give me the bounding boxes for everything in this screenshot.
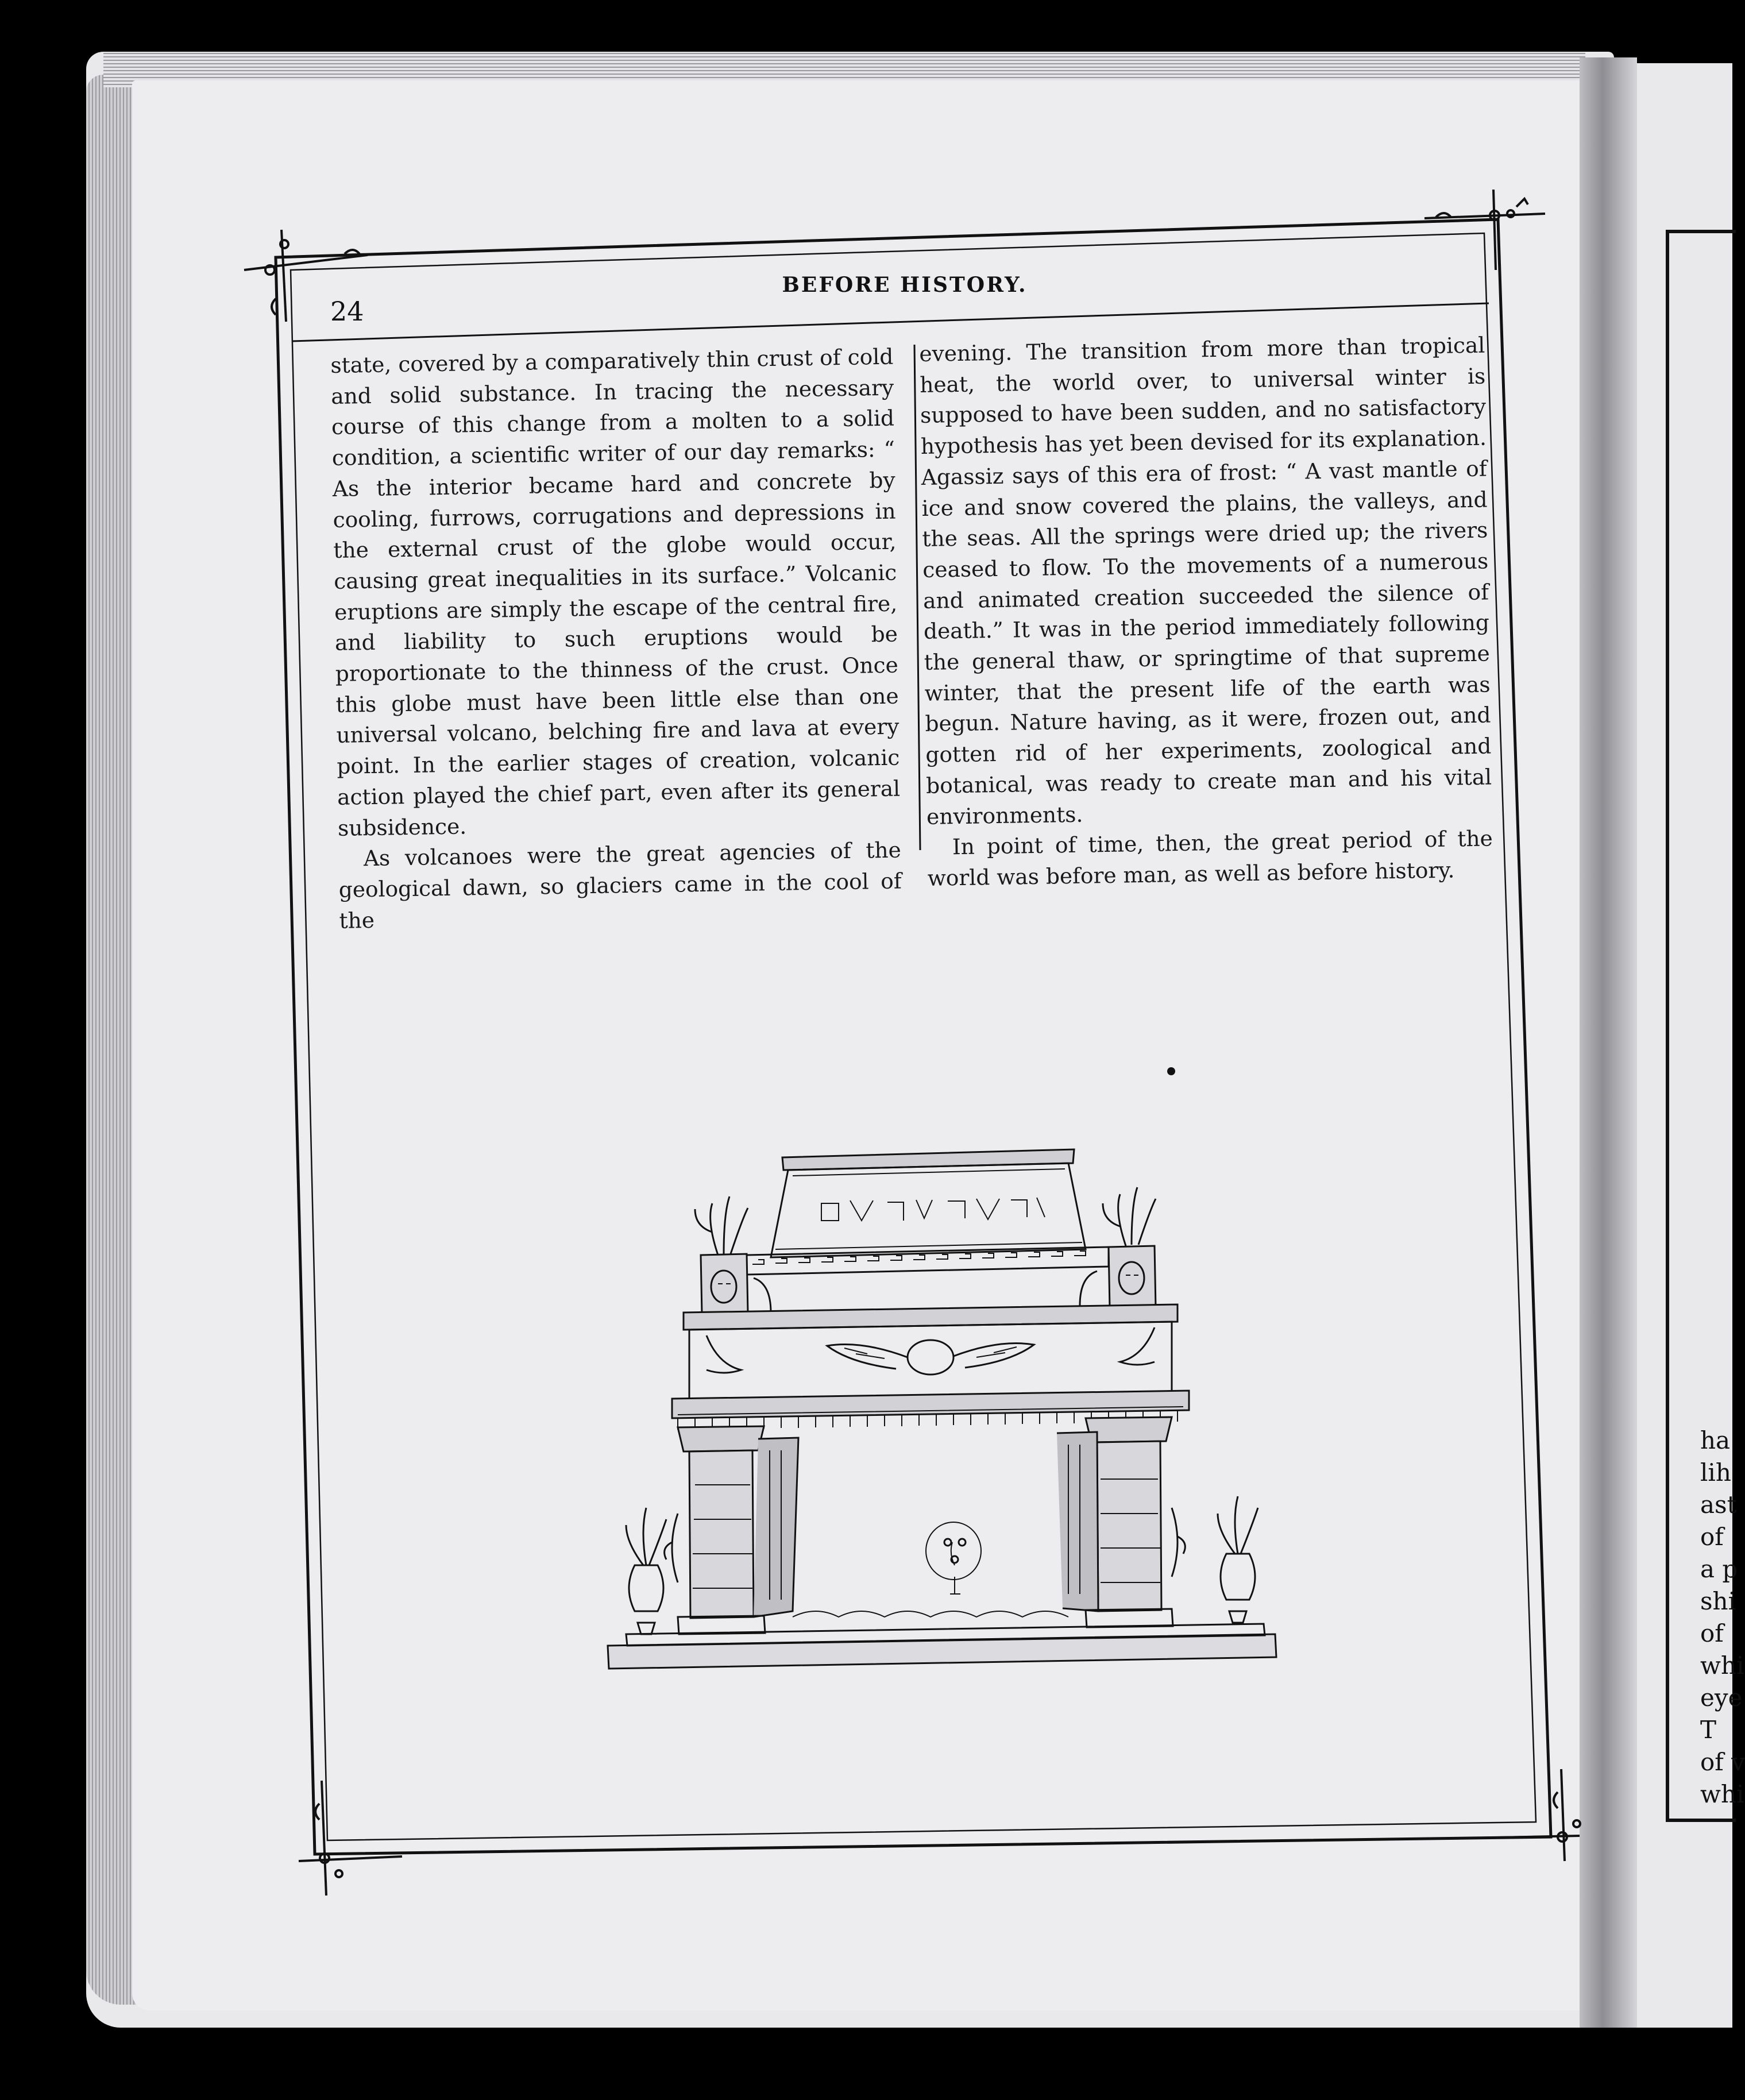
paragraph: As volcanoes were the great agencies of the geological dawn, so glaciers came in the cool of the <box>338 837 902 933</box>
facing-fragment: ast <box>1700 1491 1737 1519</box>
facing-fragment: lih <box>1700 1458 1731 1487</box>
facing-fragment: ha <box>1700 1426 1731 1454</box>
right-column <box>1057 1417 1185 1627</box>
ink-speck <box>1167 1067 1175 1075</box>
egyptian-archway-illustration <box>603 1140 1281 1692</box>
winged-sun-disk <box>827 1340 1034 1375</box>
right-urn <box>1218 1496 1258 1623</box>
paragraph: state, covered by a comparatively thin crust of cold and solid substance. In tracing the necessary course of this change from a molten to a solid condition, a scientific writer of our day remarks: “ As the interior became hard and concrete by cooling, furrows, corrugations and depressions in the external crust of the globe would occur, causing great inequalities in its surface.” Volcanic eruptions are simply the escape of the central fire, and liability to such eruptions would be proportionate to the thinness of the crust. Once this globe must have been little else than one universal volcano, belching fire and lava at every point. In the earlier stages of creation, volcanic action played the chief part, even after its general subsidence. <box>330 343 901 841</box>
facing-fragment: T <box>1700 1716 1717 1744</box>
facing-fragment: shi <box>1700 1587 1736 1615</box>
facing-fragment: eye <box>1700 1684 1743 1712</box>
facing-fragment: of <box>1700 1523 1724 1551</box>
left-column <box>665 1426 798 1634</box>
left-urn <box>626 1508 666 1634</box>
peacock-figure <box>926 1522 981 1594</box>
hieroglyph-frieze <box>821 1198 1045 1221</box>
text-column-left <box>330 342 902 937</box>
facing-fragment: a p <box>1700 1555 1738 1583</box>
facing-fragment: of v <box>1700 1748 1745 1776</box>
facing-fragment: whi <box>1700 1651 1744 1680</box>
paragraph: In point of time, then, the great period of the world was before man, as well as before history. <box>927 825 1493 891</box>
facing-fragment: whi <box>1700 1780 1744 1808</box>
running-head: BEFORE HISTORY. <box>782 273 1028 297</box>
paragraph: evening. The transition from more than tropical heat, the world over, to universal winter is supposed to have been sudden, and no satisfactory hypothesis has yet been devised for its explanation. Agassiz says of this era of frost: “ A vast mantle of ice and snow covered the plains, the valleys, and the seas. All the springs were dried up; the rivers ceased to flow. To the movements of a numerous and animated creation succeeded the silence of death.” It was in the period immediately following the general thaw, or springtime of that supreme winter, that the present life of the earth was begun. Nature having, as it were, frozen out, and gotten rid of her experiments, zoological and botanical, was ready to create man and his vital environments. <box>919 332 1492 829</box>
text-column-right <box>919 330 1493 894</box>
corner-ornament-bottom-right <box>1470 1769 1580 1861</box>
page-number: 24 <box>330 296 364 327</box>
facing-fragment: of <box>1700 1619 1724 1647</box>
